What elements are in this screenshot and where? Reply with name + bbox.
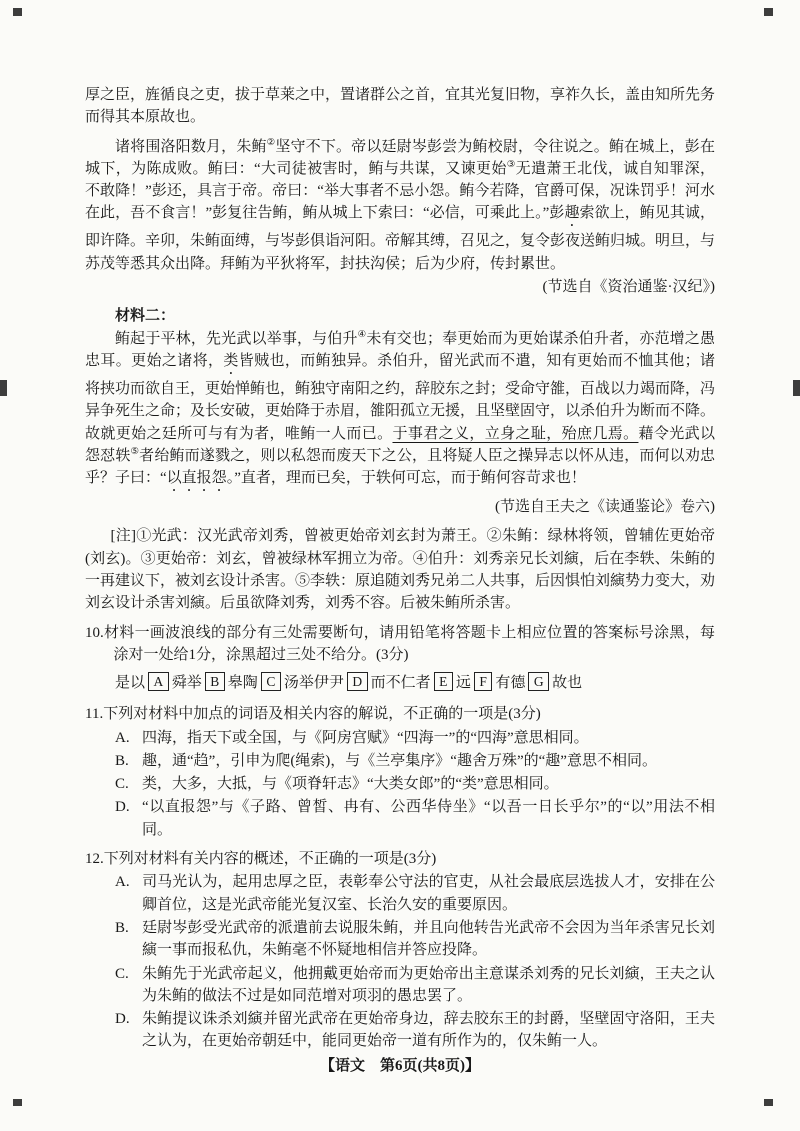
material2-source: (节选自王夫之《读通鉴论》卷六) — [495, 499, 715, 516]
option-text: 司马光认为，起用忠厚之臣，表彰奉公守法的官吏，从社会最底层选拔人才，安排在公卿首位，这是光武帝能光复汉室、长治久安的重要原因。 — [142, 874, 715, 913]
notes-paragraph: [注]①光武：汉光武帝刘秀，曾被更始帝刘玄封为萧王。②朱鲔：绿林将领，曾辅佐更始帝(刘玄)。③更始帝：刘玄，曾被绿林军拥立为帝。④伯升：刘秀亲兄长刘縯，后在李轶、朱鲔的一再建议下，被刘玄设计杀害。⑤李轶：原追随刘秀兄弟二人共事，后因惧怕刘縯势力变大，劝刘玄设计杀害刘縯。后虽欲降刘秀，刘秀不容。后被朱鲔所杀害。 — [85, 528, 716, 612]
print-registration-mark — [764, 8, 773, 16]
question-12-option-c — [115, 963, 715, 1008]
option-label: B. — [115, 919, 129, 936]
page-content — [85, 84, 715, 1053]
text-run: 。”直者，理而已矣，于轶何可忘，而于鲔何容苛求也！ — [226, 470, 586, 487]
note-ref: ⑤ — [130, 446, 140, 457]
text-run: 诸将围洛阳数月，朱鲔 — [115, 138, 267, 155]
text-run: 皋陶 — [227, 675, 258, 692]
text-run: 故也 — [552, 675, 583, 692]
answer-mark-box: A — [148, 672, 169, 691]
print-registration-mark — [0, 380, 7, 396]
text-run: 舜举 — [171, 675, 202, 692]
option-text: 趣，通“趋”，引申为爬(绳索)，与《兰亭集序》“趣舍万殊”的“趣”意思不相同。 — [142, 752, 657, 769]
material2-paragraph — [85, 328, 715, 495]
option-label: C. — [115, 965, 129, 982]
note-ref: ② — [266, 137, 276, 148]
text-run: 者绐鲔而遂戮之，则以私怨而废天下之公，且将疑人臣之操异志以怀从违，而何以劝忠乎？子曰：“ — [85, 447, 715, 487]
answer-mark-box: E — [434, 672, 453, 691]
text-run: 远 — [455, 675, 471, 692]
answer-mark-box: G — [528, 672, 549, 691]
answer-mark-box: F — [474, 672, 493, 691]
option-label: B. — [115, 752, 129, 769]
print-registration-mark — [764, 1099, 773, 1106]
question-12-stem: 12.下列对材料有关内容的概述，不正确的一项是(3分) — [85, 851, 437, 868]
text-run: 皆贼也，而鲔独异。杀伯升，留光武而不遣，知有更始而不恤其他；诸将挟功而欲自王，更始惮鲔也，鲔独守南阳之约，辞胶东之封；受命守雒，百战以力竭而降，冯异争死生之命；及长安破，更始降于赤眉，雒阳孤立无援，且坚壁固守，以杀伯升为断而不降。故就更始之廷所可与有为者，唯鲔一人而已。 — [85, 352, 716, 442]
page-footer: 【语文 第6页(共8页)】 — [320, 1058, 480, 1074]
question-10 — [85, 622, 715, 697]
option-text: 朱鲔提议诛杀刘縯并留光武帝在更始帝身边，辞去胶东王的封爵，坚壁固守洛阳，王夫之认为，在更始帝朝廷中，能同更始帝一道有所作为的，仅朱鲔一人。 — [142, 1011, 715, 1050]
material2-label: 材料二： — [115, 308, 176, 325]
note-ref: ③ — [506, 159, 516, 170]
text-run: 藉令光武以怨怼轶 — [85, 425, 715, 464]
option-label: D. — [115, 1011, 130, 1028]
option-text: 四海，指天下或全国，与《阿房宫赋》“四海一”的“四海”意思相同。 — [142, 729, 589, 746]
option-label: A. — [115, 729, 130, 746]
question-11-option-a — [115, 727, 715, 749]
answer-mark-box: B — [205, 672, 225, 691]
question-12-option-a — [115, 871, 715, 916]
option-label: D. — [115, 799, 130, 816]
material1-paragraph-zhuwei — [85, 136, 715, 275]
text-run: 索欲上，鲔见其诚，即许降。辛卯，朱鲔面缚，与岑彭俱诣河阳。帝解其缚，召见之，复令彭夜送鲔归城。明旦，与苏茂等悉其众出降。拜鲔为平狄将军，封扶沟侯；后为少府，传封累世。 — [85, 205, 716, 272]
option-text: 类，大多，大抵，与《项脊轩志》“大类女郎”的“类”意思相同。 — [142, 776, 559, 793]
text-run: 未有交也；奉更始而为更始谋杀伯升者，亦范增之愚忠耳。更始之诸将， — [85, 330, 715, 369]
question-11-option-c — [115, 773, 715, 795]
print-registration-mark — [13, 8, 22, 16]
question-11-option-d — [115, 796, 715, 841]
question-10-segmentation-line — [115, 670, 715, 696]
question-12-option-d — [115, 1008, 715, 1053]
option-text: 廷尉岑彭受光武帝的派遣前去说服朱鲔，并且向他转告光武帝不会因为当年杀害兄长刘縯一事而报私仇，朱鲔毫不怀疑地相信并答应投降。 — [142, 919, 715, 959]
answer-mark-box: D — [347, 672, 368, 691]
question-10-stem: 10.材料一画波浪线的部分有三处需要断句，请用铅笔将答题卡上相应位置的答案标号涂黑，每涂对一处给1分，涂黑超过三处不给分。(3分) — [85, 624, 715, 663]
option-text: “以直报怨”与《子路、曾皙、冉有、公西华侍坐》“以吾一日长乎尔”的“以”用法不相同。 — [142, 799, 715, 838]
text-run: 汤举伊尹 — [283, 675, 344, 692]
question-12-option-b — [115, 917, 715, 962]
material1-source: (节选自《资治通鉴·汉纪》) — [542, 279, 715, 296]
note-ref: ④ — [357, 329, 367, 340]
text-run: 无遣萧王北伐，诚自知罪深，不敢降！”彭还，具言于帝。帝曰：“举大事者不忌小怨。鲔今若降，官爵可保，况诛罚乎！河水在此，吾不食言！”彭复往告鲔，鲔从城上下索曰：“必信，可乘此上。”彭 — [85, 160, 715, 222]
text-run: 而不仁者 — [370, 675, 431, 692]
option-label: A. — [115, 874, 130, 891]
print-registration-mark — [13, 1099, 22, 1106]
question-12 — [85, 848, 715, 1053]
text-run: 有德 — [495, 675, 526, 692]
emphasized-word: 以直报怨 — [166, 470, 227, 487]
option-label: C. — [115, 776, 129, 793]
option-text: 朱鲔先于光武帝起义，他拥戴更始帝而为更始帝出主意谋杀刘秀的兄长刘縯，王夫之认为朱鲔的做法不过是如同范增对项羽的愚忠罢了。 — [142, 965, 715, 1004]
question-11-option-b — [115, 750, 715, 772]
emphasized-word: 类 — [223, 352, 239, 369]
text-run: 坚守不下。帝以廷尉岑彭尝为鲔校尉，令往说之。鲔在城上，彭在城下，为陈成败。鲔曰：“大司徒被害时，鲔与共谋，又谏更始 — [85, 138, 715, 177]
question-11 — [85, 703, 715, 841]
text-run: 鲔起于平林，先光武以举事，与伯升 — [115, 330, 358, 347]
material1-paragraph-continuation: 厚之臣，旌循良之吏，拔于草莱之中，置诸群公之首，宜其光复旧物，享祚久长，盖由知所先务而得其本原故也。 — [85, 87, 716, 126]
print-registration-mark — [793, 380, 800, 396]
answer-mark-box: C — [261, 672, 281, 691]
emphasized-word: 趣 — [564, 205, 580, 222]
underlined-phrase: 于事君之义，立身之耻，殆庶几焉。 — [392, 425, 639, 442]
text-run: 是以 — [115, 675, 146, 692]
question-11-stem: 11.下列对材料中加点的词语及相关内容的解说，不正确的一项是(3分) — [85, 706, 541, 723]
